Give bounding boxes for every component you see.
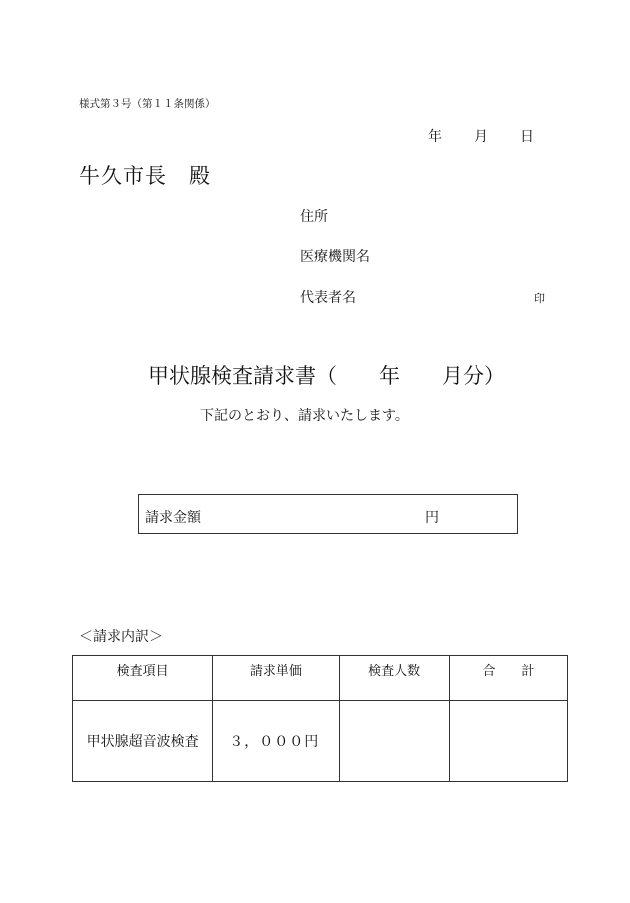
cell-item: 甲状腺超音波検査 [73,701,213,782]
address-label: 住所 [300,209,328,225]
date-day-label: 日 [520,129,534,145]
cell-total[interactable] [449,701,567,782]
addressee [79,160,211,190]
amount-label: 請求金額 [145,510,201,526]
column-header-count: 検査人数 [339,656,449,701]
seal-mark: 印 [534,292,545,305]
column-header-item: 検査項目 [73,656,213,701]
table-header-row [73,656,568,701]
table-row [73,701,568,782]
column-header-unit-price: 請求単価 [213,656,339,701]
date-line [428,126,534,146]
form-number: 様式第３号（第１１条関係） [79,98,216,110]
breakdown-heading: ＜請求内訳＞ [79,629,163,645]
breakdown-table [72,655,568,782]
addressee-honorific: 殿 [189,164,211,188]
document-title [148,360,505,390]
column-header-total: 合 計 [449,656,567,701]
title-month: 月分） [442,364,505,388]
representative-label: 代表者名 [300,290,356,306]
date-month-label: 月 [474,129,488,145]
lead-text: 下記のとおり、請求いたします。 [200,408,409,424]
cell-count[interactable] [339,701,449,782]
date-year-label: 年 [428,129,442,145]
addressee-name: 牛久市長 [79,164,167,188]
title-main: 甲状腺検査請求書（ [148,364,337,388]
cell-unit-price: ３，０００円 [213,701,339,782]
amount-unit: 円 [425,510,439,526]
institution-label: 医療機関名 [300,249,370,265]
amount-box [138,494,518,534]
title-year: 年 [379,364,400,388]
